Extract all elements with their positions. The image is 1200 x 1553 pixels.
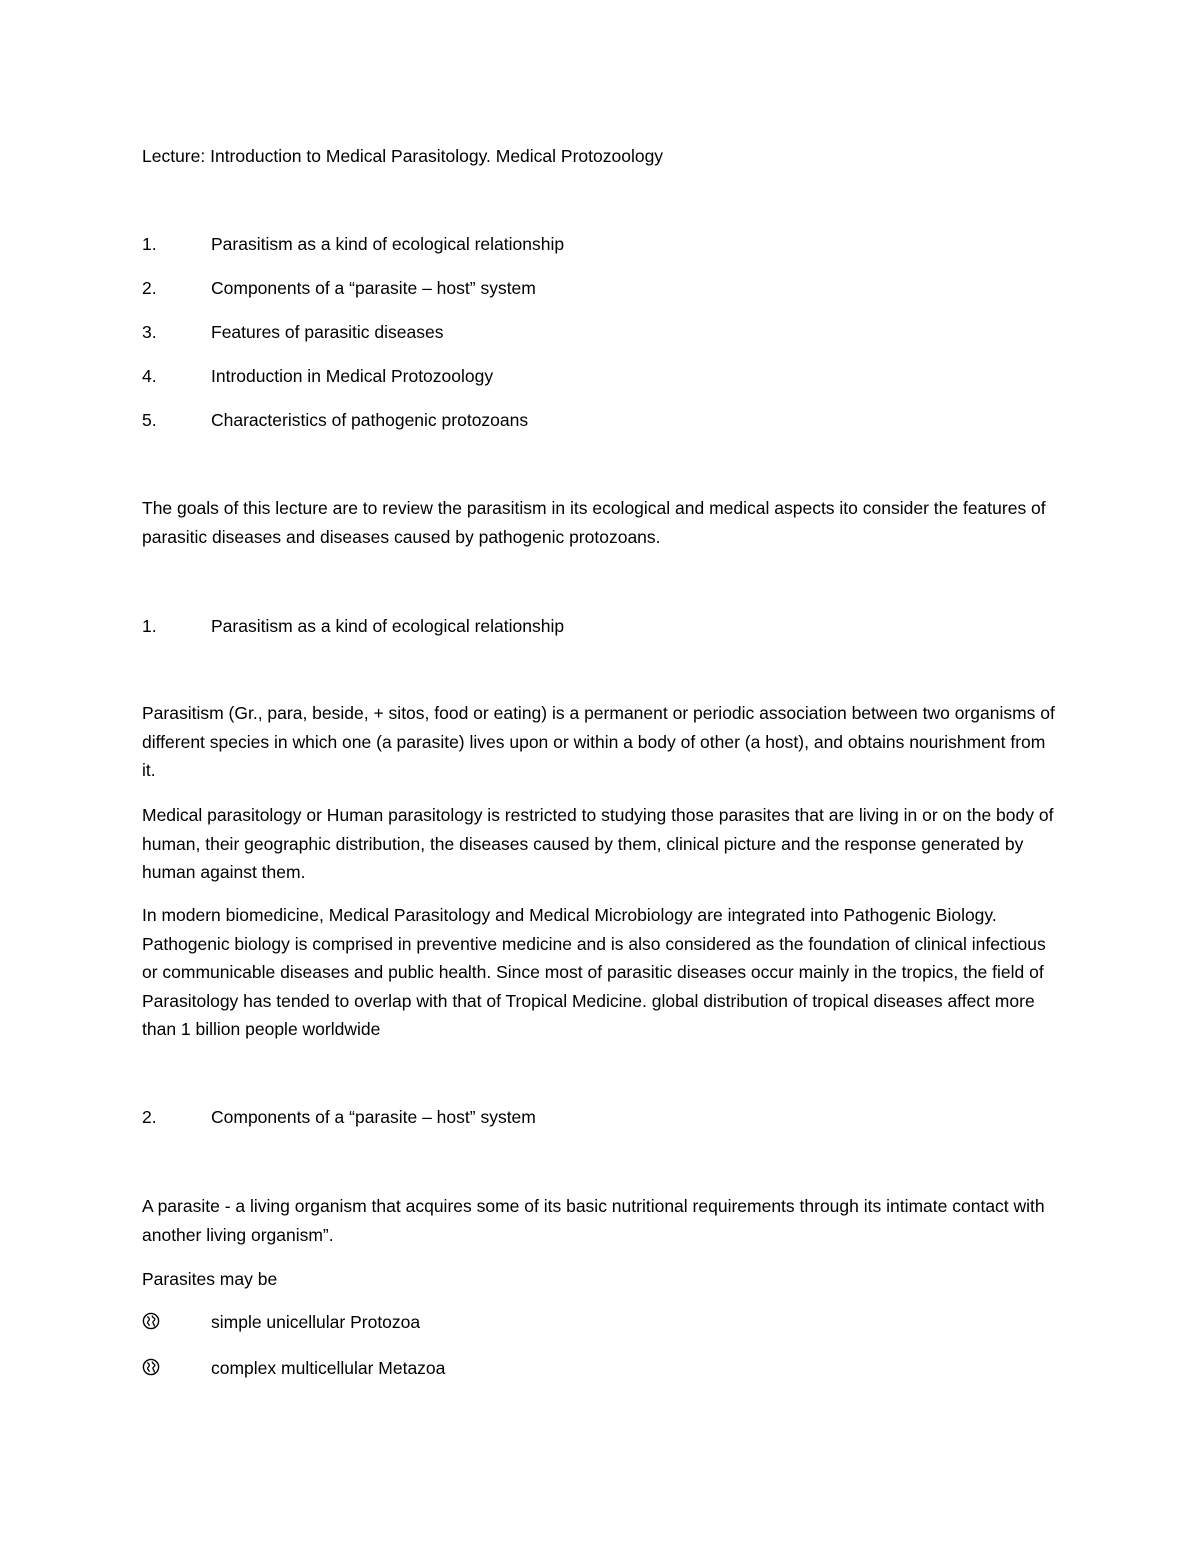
outline-item-text: Characteristics of pathogenic protozoans	[211, 410, 529, 430]
bullet-text: simple unicellular Protozoa	[211, 1312, 421, 1332]
definition-paragraph: A parasite - a living organism that acquires some of its basic nutritional requirements through its intimate contact with another living organism”.	[142, 1196, 1045, 1245]
outline-item-number: 4.	[142, 366, 157, 386]
body-paragraph: In modern biomedicine, Medical Parasitology and Medical Microbiology are integrated into Pathogenic Biology. Pathogenic biology is comprised in preventive medicine and is also considered as the foundation of clinical infectious or communicable diseases and public health. Since most of parasitic diseases occur mainly in the tropics, the field of Parasitology has tended to overlap with that of Tropical Medicine. global distribution of tropical diseases affect more than 1 billion people worldwide	[142, 905, 1046, 1039]
globe-icon	[142, 1358, 160, 1376]
section-number: 1.	[142, 616, 157, 636]
page-title: Lecture: Introduction to Medical Parasitology. Medical Protozoology	[142, 146, 664, 166]
outline-item-number: 3.	[142, 322, 157, 342]
bullet-text: complex multicellular Metazoa	[211, 1358, 446, 1378]
section-title: Parasitism as a kind of ecological relationship	[211, 616, 565, 636]
list-intro: Parasites may be	[142, 1269, 278, 1289]
outline-item-number: 2.	[142, 278, 157, 298]
outline-item-text: Components of a “parasite – host” system	[211, 278, 536, 298]
body-paragraph: Medical parasitology or Human parasitology is restricted to studying those parasites that are living in or on the body of human, their geographic distribution, the diseases caused by them, clinical picture and the response generated by human against them.	[142, 805, 1054, 882]
section-number: 2.	[142, 1107, 157, 1127]
outline-item-text: Introduction in Medical Protozoology	[211, 366, 494, 386]
section-title: Components of a “parasite – host” system	[211, 1107, 536, 1127]
body-paragraph: Parasitism (Gr., para, beside, + sitos, food or eating) is a permanent or periodic association between two organisms of different species in which one (a parasite) lives upon or within a body of other (a host), and obtains nourishment from it.	[142, 703, 1055, 780]
outline-item-number: 5.	[142, 410, 157, 430]
outline-item-text: Parasitism as a kind of ecological relationship	[211, 234, 565, 254]
outline-item-number: 1.	[142, 234, 157, 254]
outline-item-text: Features of parasitic diseases	[211, 322, 444, 342]
goals-paragraph: The goals of this lecture are to review the parasitism in its ecological and medical aspects ito consider the features of parasitic diseases and diseases caused by pathogenic protozoans.	[142, 498, 1046, 547]
globe-icon	[142, 1312, 160, 1330]
